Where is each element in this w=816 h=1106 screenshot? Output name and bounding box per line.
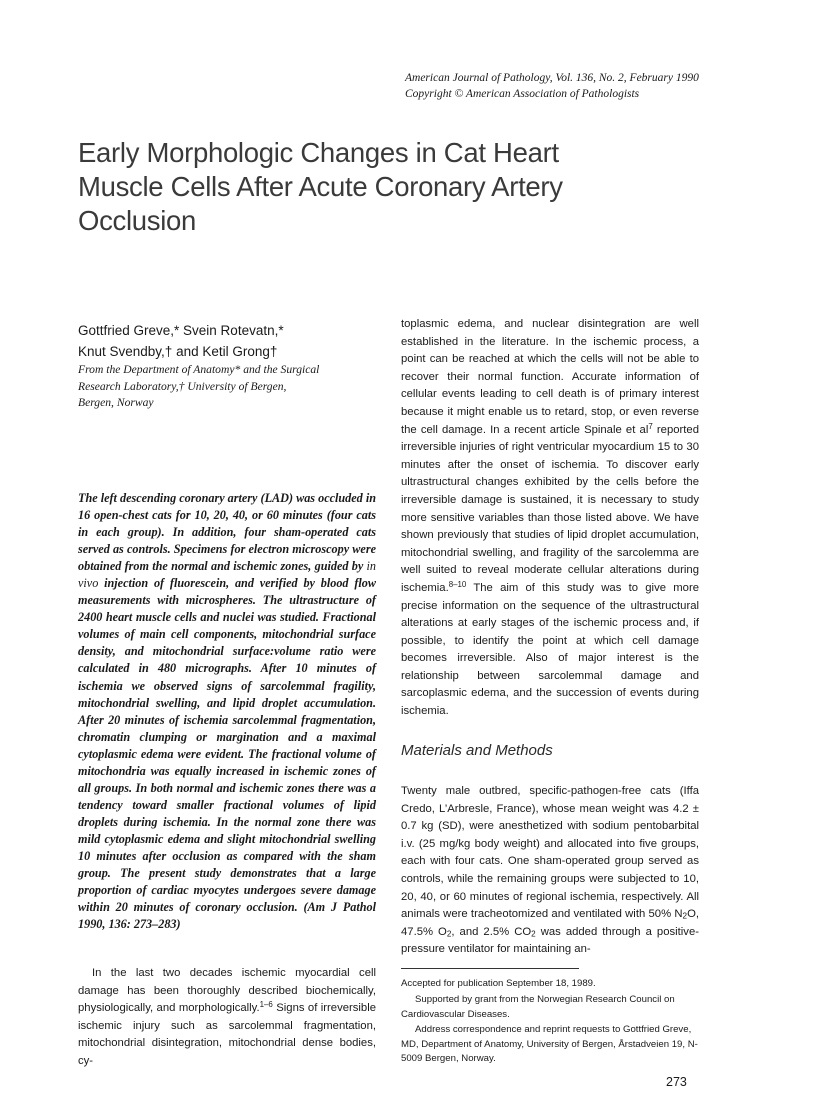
col2-text-b: reported irreversible injuries of right ventricular myocardium 15 to 30 minutes after the onset of ischemia. To discover early ultrastructural changes exhibited by the cells before the irreversible damage is sustained, it is necessary to study more sensitive variables than those listed above. We have shown previously that studies of lipid droplet accumulation, mitochondrial swelling, and fragility of the sarcolemma are well suited to reveal moderate cellular alterations during ischemia. bbox=[401, 423, 699, 594]
introduction-paragraph bbox=[78, 965, 376, 1071]
footnote-support: Supported by grant from the Norwegian Research Council on Cardiovascular Diseases. bbox=[401, 994, 675, 1020]
col2-text-c: The aim of this study was to give more precise information on the sequence of the ultrastructural alterations at early stages of the ischemic process and, if possible, to identify the point at which cell damage becomes irreversible. Also of major interest is the relationship between sarcolemmal damage and sarcoplasmic edema, and the succession of events during ischemia. bbox=[401, 581, 699, 718]
authors-line-2: Knut Svendby,† and Ketil Grong† bbox=[78, 344, 278, 359]
col2-citation-8-10: 8–10 bbox=[448, 579, 467, 589]
footnote-accepted: Accepted for publication September 18, 1989. bbox=[401, 978, 596, 989]
col2-citation-7: 7 bbox=[648, 421, 653, 431]
col2-text-a: toplasmic edema, and nuclear disintegration are well established in the literature. In the ischemic process, a point can be reached at which the cells will not be able to recover their normal function. Accurate information of cellular events leading to cell death is of primary interest because it might enable us to retard, stop, or even reverse the cell damage. In a recent article Spinale et al bbox=[401, 318, 699, 436]
author-list bbox=[78, 320, 398, 362]
affiliation-line-2: Research Laboratory,† University of Bergen, bbox=[78, 379, 287, 393]
methods-text-d: was added through a positive-pressure ventilator for maintaining an- bbox=[401, 925, 699, 956]
intro-citation-1-6: 1–6 bbox=[259, 1000, 273, 1010]
abstract bbox=[78, 490, 376, 933]
article-title: Early Morphologic Changes in Cat Heart Muscle Cells After Acute Coronary Artery Occlusion bbox=[78, 137, 563, 236]
methods-heading: Materials and Methods bbox=[401, 742, 553, 759]
methods-text-b: O, 47.5% O bbox=[401, 908, 699, 938]
footnote-address: Address correspondence and reprint requests to Gottfried Greve, MD, Department of Anatomy, University of Bergen, Årstadveien 19, N-5009 Bergen, Norway. bbox=[401, 1024, 698, 1064]
subscript-o2: 2 bbox=[446, 929, 452, 939]
introduction-continued bbox=[401, 316, 699, 721]
journal-header bbox=[405, 70, 735, 102]
methods-text-c: , and 2.5% CO bbox=[451, 925, 532, 938]
intro-text-a: In the last two decades ischemic myocardial cell damage has been thoroughly described biochemically, physiologically, and morphologically. bbox=[78, 967, 376, 1015]
affiliation-line-3: Bergen, Norway bbox=[78, 396, 154, 409]
abstract-text-2: injection of fluorescein, and verified by blood flow measurements with microspheres. The ultrastructure of 2400 heart muscle cells and nuclei was studied. Fractional volumes of main cell components, mitochondrial surface density, and mitochondrial surface:volume ratio were calculated in 480 micrographs. After 10 minutes of ischemia we observed signs of sarcolemmal fragility, mitochondrial swelling, and lipid droplet accumulation. After 20 minutes of ischemia sarcolemmal fragmentation, chromatin clumping or margination and a maximal cytoplasmic edema were evident. The fractional volume of mitochondria was equally increased in ischemic zones of all groups. In both normal and ischemic zones there was a tendency toward smaller fractional volumes of lipid droplets during ischemia. In the normal zone there was mild cytoplasmic edema and slight mitochondrial swelling 10 minutes after occlusion as compared with the sham group. The present study demonstrates that a large proportion of cardiac myocytes undergoes severe damage within 20 minutes of coronary occlusion. (Am J Pathol 1990, 136: 273–283) bbox=[78, 576, 376, 932]
copyright-line: Copyright © American Association of Pathologists bbox=[405, 88, 640, 100]
subscript-n2: 2 bbox=[682, 911, 688, 921]
authors-line-1: Gottfried Greve,* Svein Rotevatn,* bbox=[78, 323, 284, 338]
methods-paragraph bbox=[401, 783, 699, 959]
methods-text-a: Twenty male outbred, specific-pathogen-free cats (Iffa Credo, L’Arbresle, France), whose mean weight was 4.2 ± 0.7 kg (SD), were anesthetized with sodium pentobarbital i.v. (25 mg/kg body weight) and allocated into five groups, each with four cats. One sham-operated group served as controls, while the remaining groups were subjected to 10, 20, 40, or 60 minutes of regional ischemia, respectively. All animals were tracheotomized and ventilated with 50% N bbox=[401, 785, 699, 921]
abstract-text-1: The left descending coronary artery (LAD) was occluded in 16 open-chest cats for 10, 20, 40, or 60 minutes (four cats in each group). In addition, four sham-operated cats served as controls. Specimens for electron microscopy were obtained from the normal and ischemic zones, guided by bbox=[78, 491, 376, 574]
footnote-divider bbox=[401, 968, 579, 969]
affiliation bbox=[78, 362, 398, 412]
abstract-in-vivo: in vivo bbox=[78, 559, 376, 591]
affiliation-line-1: From the Department of Anatomy* and the Surgical bbox=[78, 363, 320, 376]
subscript-co2: 2 bbox=[531, 929, 536, 939]
page-number: 273 bbox=[666, 1075, 687, 1089]
journal-citation: American Journal of Pathology, Vol. 136, No. 2, February 1990 bbox=[405, 72, 699, 84]
intro-text-b: Signs of irreversible ischemic injury such as sarcolemmal fragmentation, mitochondrial disintegration, mitochondrial dense bodies, cy- bbox=[78, 1002, 377, 1067]
